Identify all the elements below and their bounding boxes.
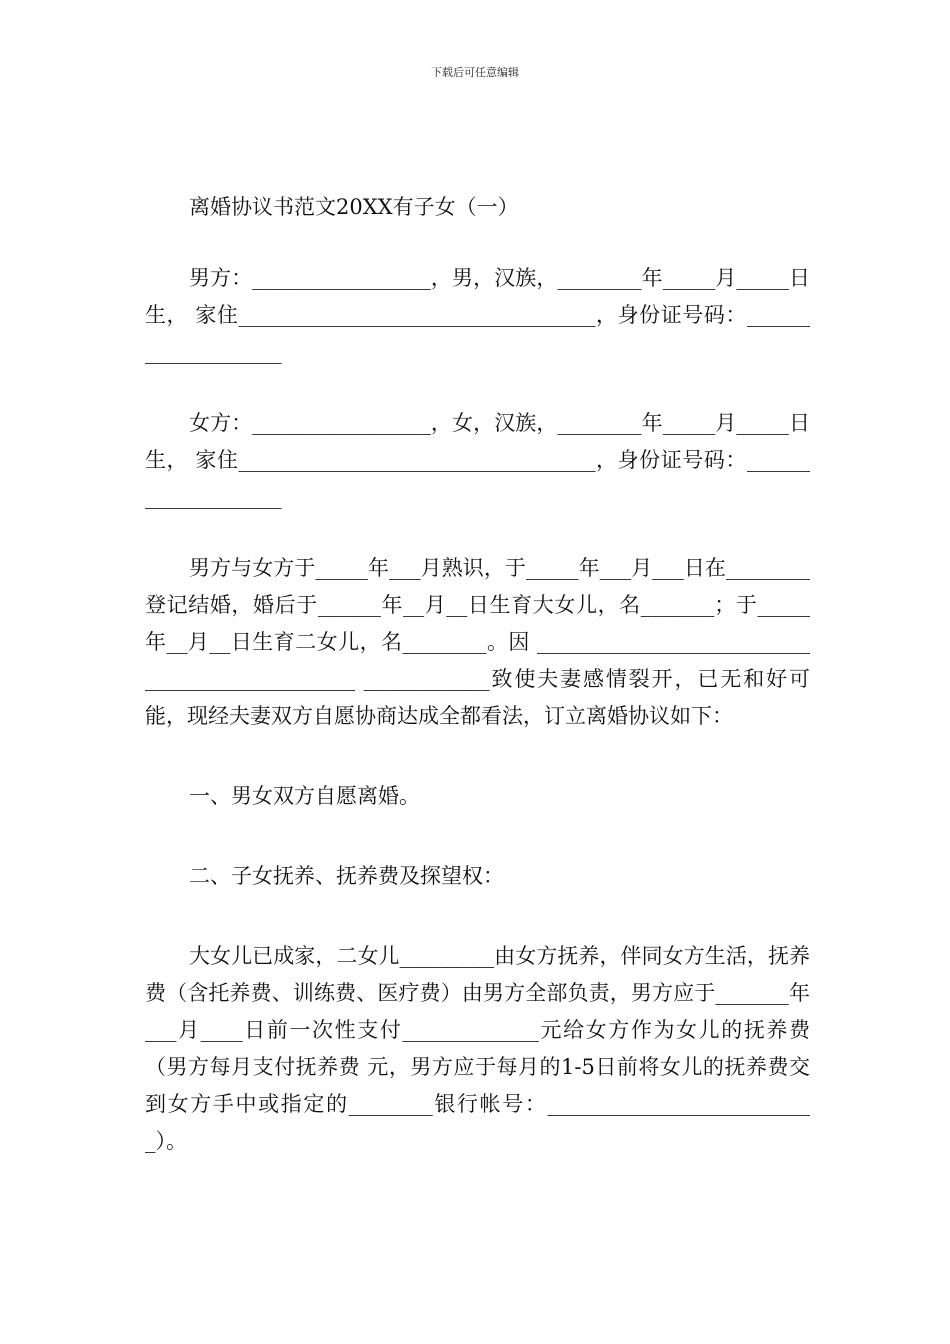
background-paragraph: 男方与女方于_____年___月熟识，于_____年___月___日在________登记结婚，婚后于______年__月__日生育大女儿，名_______；于_____年__月__日生育二女儿，名________。因 ______________________________________________ ____________致使夫妻感情裂开，已无和好可能，现经夫妻双方自愿协商达成全都看法，订立离婚协议如下： xyxy=(145,556,810,728)
male-party-paragraph: 男方：_________________，男，汉族，________年_____月_____日生， 家住__________________________________，身份证号码：___________________ xyxy=(145,266,810,364)
document-title: 离婚协议书范文20XX有子女（一） xyxy=(189,195,519,219)
page-header: 下载后可任意编辑 xyxy=(431,66,519,79)
custody-paragraph: 大女儿已成家，二女儿_________由女方抚养，伴同女方生活，抚养费（含托养费、训练费、医疗费）由男方全部负责，男方应于_______年 ___月____日前一次性支付_____________元给女方作为女儿的抚养费（男方每月支付抚养费 元，男方应于每月的1-5日前将女儿的抚养费交到女方手中或指定的________银行帐号：__________________________）。 xyxy=(145,944,810,1153)
clause-1: 一、男女双方自愿离婚。 xyxy=(189,784,420,808)
clause-2: 二、子女抚养、抚养费及探望权： xyxy=(189,864,504,888)
document-body xyxy=(145,189,810,1160)
female-party-paragraph: 女方：_________________，女，汉族，________年_____月_____日生， 家住__________________________________，身份证号码：___________________ xyxy=(145,411,810,509)
